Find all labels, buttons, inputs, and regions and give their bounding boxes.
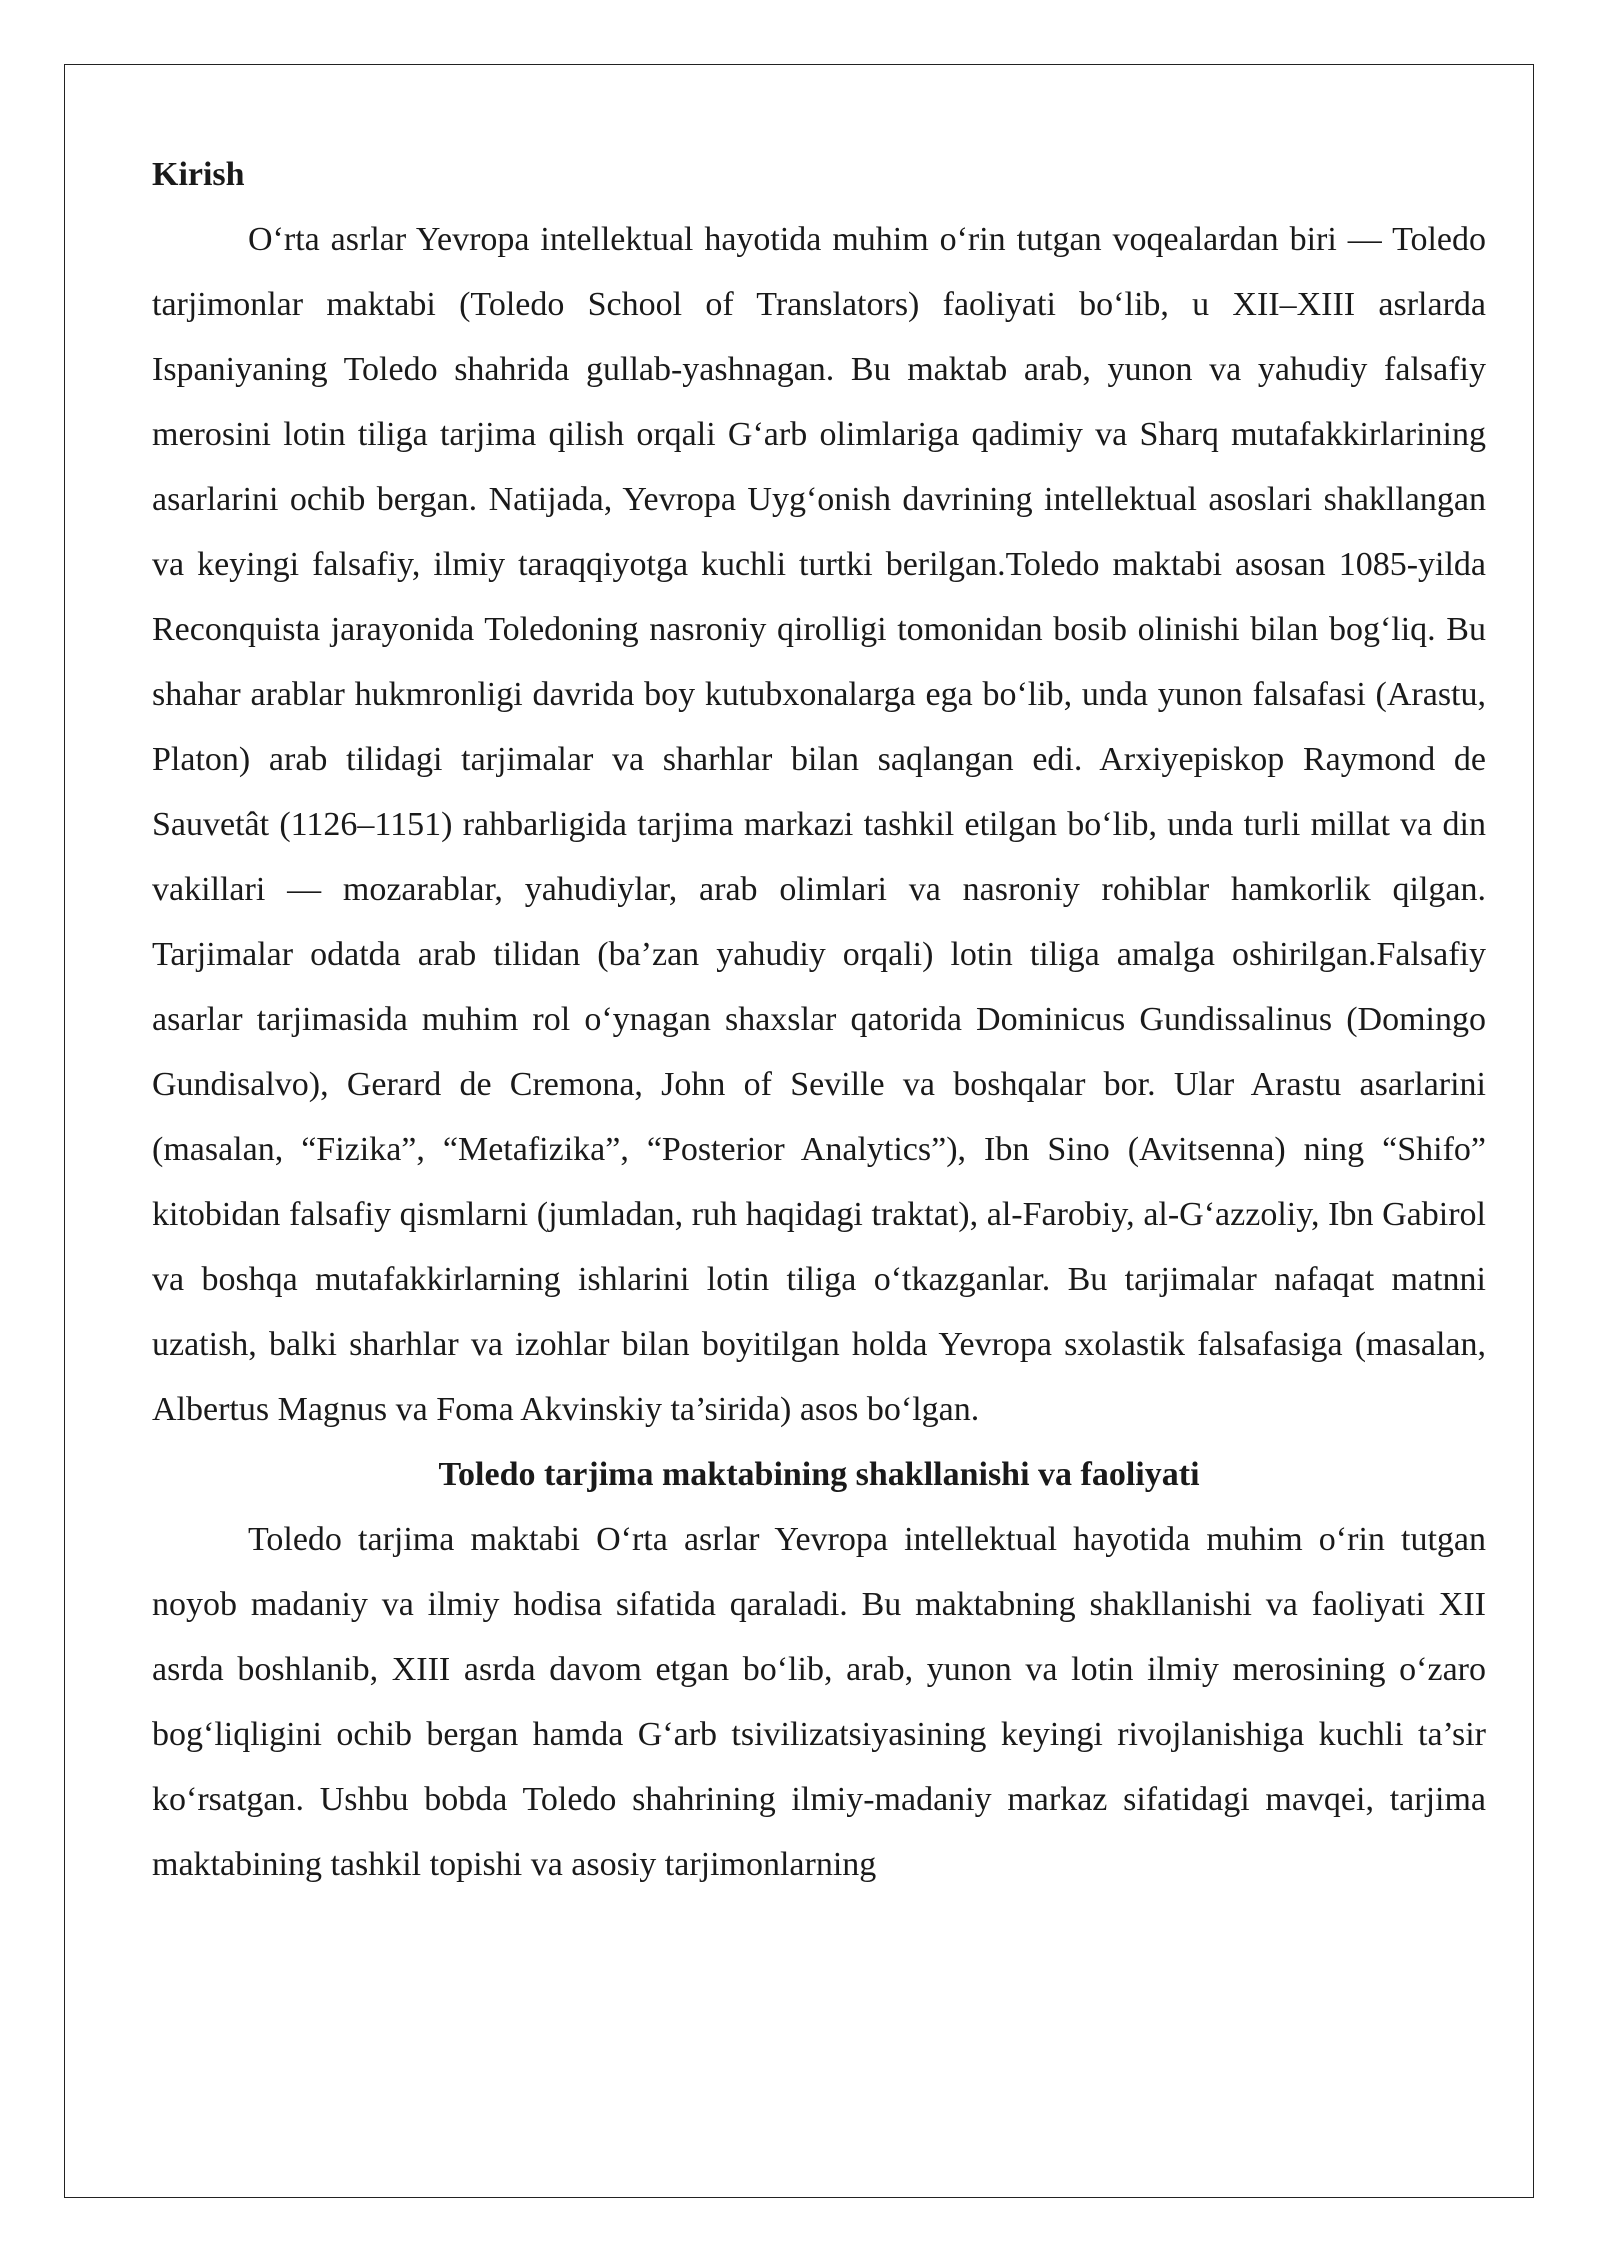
intro-heading: Kirish (152, 156, 245, 193)
section-paragraph: Toledo tarjima maktabi O‘rta asrlar Yevropa intellektual hayotida muhim o‘rin tutgan noyob madaniy va ilmiy hodisa sifatida qaraladi. Bu maktabning shakllanishi va faoliyati XII asrda boshlanib, XIII asrda davom etgan bo‘lib, arab, yunon va lotin ilmiy merosining o‘zaro bog‘liqligini ochib bergan hamda G‘arb tsivilizatsiyasining keyingi rivojlanishiga kuchli ta’sir ko‘rsatgan. Ushbu bobda Toledo shahrining ilmiy-madaniy markaz sifatidagi mavqei, tarjima maktabining tashkil topishi va asosiy tarjimonlarning (152, 1521, 1486, 1883)
section-heading: Toledo tarjima maktabining shakllanishi va faoliyati (438, 1456, 1200, 1493)
document-body (152, 142, 1486, 1897)
intro-paragraph: O‘rta asrlar Yevropa intellektual hayotida muhim o‘rin tutgan voqealardan biri — Toledo tarjimonlar maktabi (Toledo School of Translators) faoliyati bo‘lib, u XII–XIII asrlarda Ispaniyaning Toledo shahrida gullab-yashnagan. Bu maktab arab, yunon va yahudiy falsafiy merosini lotin tiliga tarjima qilish orqali G‘arb olimlariga qadimiy va Sharq mutafakkirlarining asarlarini ochib bergan. Natijada, Yevropa Uyg‘onish davrining intellektual asoslari shakllangan va keyingi falsafiy, ilmiy taraqqiyotga kuchli turtki berilgan.Toledo maktabi asosan 1085-yilda Reconquista jarayonida Toledoning nasroniy qirolligi tomonidan bosib olinishi bilan bog‘liq. Bu shahar arablar hukmronligi davrida boy kutubxonalarga ega bo‘lib, unda yunon falsafasi (Arastu, Platon) arab tilidagi tarjimalar va sharhlar bilan saqlangan edi. Arxiyepiskop Raymond de Sauvetât (1126–1151) rahbarligida tarjima markazi tashkil etilgan bo‘lib, unda turli millat va din vakillari — mozarablar, yahudiylar, arab olimlari va nasroniy rohiblar hamkorlik qilgan. Tarjimalar odatda arab tilidan (ba’zan yahudiy orqali) lotin tiliga amalga oshirilgan.Falsafiy asarlar tarjimasida muhim rol o‘ynagan shaxslar qatorida Dominicus Gundissalinus (Domingo Gundisalvo), Gerard de Cremona, John of Seville va boshqalar bor. Ular Arastu asarlarini (masalan, “Fizika”, “Metafizika”, “Posterior Analytics”), Ibn Sino (Avitsenna) ning “Shifo” kitobidan falsafiy qismlarni (jumladan, ruh haqidagi traktat), al-Farobiy, al-G‘azzoliy, Ibn Gabirol va boshqa mutafakkirlarning ishlarini lotin tiliga o‘tkazganlar. Bu tarjimalar nafaqat matnni uzatish, balki sharhlar va izohlar bilan boyitilgan holda Yevropa sxolastik falsafasiga (masalan, Albertus Magnus va Foma Akvinskiy ta’sirida) asos bo‘lgan. (152, 221, 1486, 1428)
